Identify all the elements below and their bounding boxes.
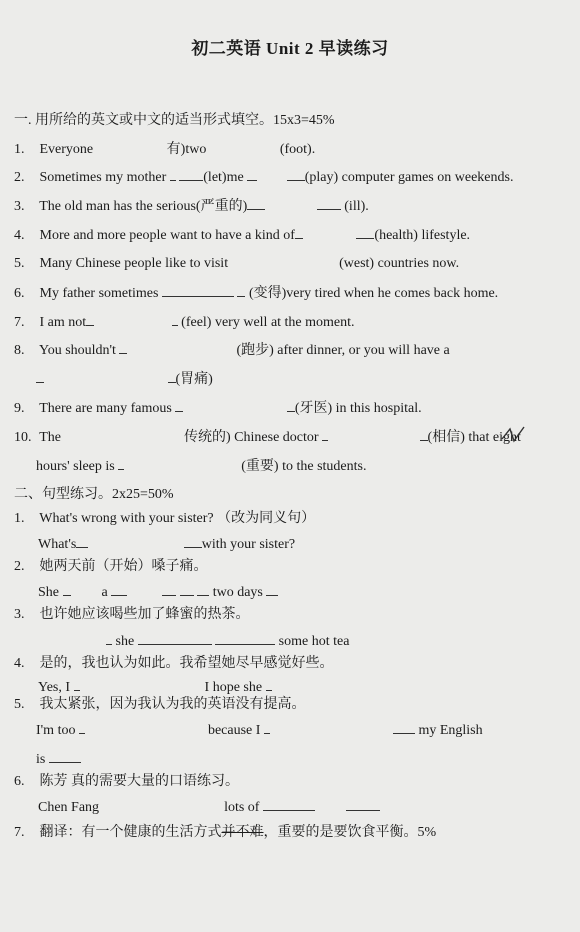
answer-blank[interactable] — [119, 340, 127, 354]
page-title: 初二英语 Unit 2 早读练习 — [191, 39, 389, 58]
s2-item-1 — [14, 510, 315, 528]
answer-text: lots of — [224, 800, 260, 815]
item-text: You shouldn't — [38, 343, 116, 358]
item-number: 3. — [14, 199, 25, 214]
answer-blank[interactable] — [86, 312, 94, 326]
s2-item-2-answer — [38, 582, 278, 602]
s1-item-10-cont — [36, 456, 366, 476]
answer-blank[interactable] — [49, 749, 81, 763]
answer-text: I'm too — [36, 723, 76, 738]
answer-blank[interactable] — [172, 312, 178, 326]
item-text: Many Chinese people like to visit — [39, 256, 229, 271]
answer-blank[interactable] — [287, 167, 305, 181]
answer-blank[interactable] — [215, 631, 275, 645]
s1-item-8-cont — [36, 369, 213, 389]
answer-blank[interactable] — [266, 582, 278, 596]
answer-blank[interactable] — [103, 797, 221, 811]
item-number: 5. — [14, 697, 25, 712]
question-text: 也许她应该喝些加了蜂蜜的热茶。 — [39, 607, 250, 622]
s2-item-2 — [14, 558, 208, 576]
answer-blank[interactable] — [295, 225, 303, 239]
item-number: 2. — [14, 170, 25, 185]
s2-item-3 — [14, 606, 250, 624]
answer-blank[interactable] — [170, 167, 176, 181]
answer-blank[interactable] — [210, 139, 280, 153]
item-text: More and more people want to have a kind of — [39, 228, 295, 243]
s2-item-5-answer — [36, 720, 483, 740]
s2-item-7 — [14, 824, 436, 842]
answer-blank[interactable] — [287, 398, 295, 412]
item-number: 2. — [14, 559, 25, 574]
s1-item-5 — [14, 253, 459, 273]
item-text: The old man has the serious(严重的) — [39, 199, 248, 214]
answer-blank[interactable] — [232, 253, 336, 267]
answer-text: two days — [212, 585, 263, 600]
answer-blank[interactable] — [420, 427, 428, 441]
answer-blank[interactable] — [393, 720, 415, 734]
item-text: There are many famous — [39, 401, 172, 416]
answer-blank[interactable] — [317, 196, 341, 210]
answer-blank[interactable] — [106, 631, 112, 645]
answer-text: she — [115, 634, 135, 649]
s2-item-6-answer — [38, 797, 380, 817]
section1-heading: 一. 用所给的英文或中文的适当形式填空。15x3=45% — [14, 113, 335, 128]
item-text: (ill). — [344, 199, 369, 214]
answer-blank[interactable] — [263, 797, 315, 811]
s1-item-4 — [14, 225, 470, 245]
answer-blank[interactable] — [79, 720, 85, 734]
s2-item-6 — [14, 773, 239, 791]
answer-blank[interactable] — [184, 534, 202, 548]
answer-blank[interactable] — [322, 427, 328, 441]
answer-blank[interactable] — [63, 582, 71, 596]
answer-text: my English — [418, 723, 483, 738]
item-text: (变得)very tired when he comes back home. — [248, 286, 499, 301]
answer-blank[interactable] — [65, 427, 181, 441]
s2-item-5-cont — [36, 749, 81, 769]
question-text: 我太紧张，因为我认为我的英语没有提高。 — [39, 697, 306, 712]
answer-text: I hope she — [204, 680, 263, 695]
answer-blank[interactable] — [197, 582, 209, 596]
s1-item-1 — [14, 139, 315, 159]
question-text: 陈芳 真的需要大量的口语练习。 — [39, 774, 239, 789]
item-number: 4. — [14, 228, 25, 243]
s1-item-8 — [14, 340, 450, 360]
answer-blank[interactable] — [264, 720, 270, 734]
answer-blank[interactable] — [36, 369, 44, 383]
answer-text: Chen Fang — [38, 800, 100, 815]
item-number: 3. — [14, 607, 25, 622]
s2-item-4 — [14, 655, 334, 673]
answer-blank[interactable] — [266, 677, 272, 691]
item-text: 有)two — [166, 142, 207, 157]
item-number: 6. — [14, 286, 25, 301]
item-number: 8. — [14, 343, 25, 358]
answer-text: is — [36, 752, 46, 767]
s1-item-7 — [14, 312, 355, 332]
item-text: 传统的) Chinese doctor — [184, 430, 319, 445]
s2-item-4-answer — [38, 677, 272, 697]
answer-blank[interactable] — [76, 534, 88, 548]
question-text: What's wrong with your sister? （改为同义句） — [39, 511, 316, 526]
item-text: (foot). — [279, 142, 316, 157]
item-text: (重要) to the students. — [241, 459, 367, 474]
answer-text: because I — [207, 723, 261, 738]
s1-item-6 — [14, 283, 498, 303]
answer-blank[interactable] — [162, 582, 176, 596]
item-text: (west) countries now. — [339, 256, 460, 271]
s1-item-3 — [14, 196, 369, 216]
answer-text: Yes, I — [38, 680, 71, 695]
answer-blank[interactable] — [118, 456, 124, 470]
item-text: (胃痛) — [175, 372, 213, 387]
answer-blank[interactable] — [237, 283, 245, 297]
answer-text: some hot tea — [278, 634, 350, 649]
item-text: Everyone — [39, 142, 94, 157]
s2-item-1-answer — [38, 534, 295, 554]
question-text: ，重要的是要饮食平衡。5% — [263, 825, 437, 840]
item-text: (跑步) after dinner, or you will have a — [236, 343, 450, 358]
s2-item-3-answer — [106, 631, 349, 651]
s2-item-5 — [14, 696, 306, 714]
item-text: (feel) very well at the moment. — [181, 315, 355, 330]
answer-blank[interactable] — [168, 369, 176, 383]
item-text: Sometimes my mother — [39, 170, 167, 185]
item-text: The — [39, 430, 62, 445]
answer-blank[interactable] — [138, 631, 212, 645]
item-text: (牙医) in this hospital. — [294, 401, 422, 416]
answer-text: with your sister? — [201, 537, 296, 552]
s1-item-10 — [14, 427, 521, 447]
item-text: (health) lifestyle. — [374, 228, 471, 243]
item-number: 5. — [14, 256, 25, 271]
answer-blank[interactable] — [175, 398, 183, 412]
item-number: 6. — [14, 774, 25, 789]
item-number: 9. — [14, 401, 25, 416]
item-number: 10. — [14, 430, 32, 445]
answer-blank[interactable] — [180, 582, 194, 596]
answer-blank[interactable] — [97, 139, 167, 153]
item-text: hours' sleep is — [36, 459, 115, 474]
answer-blank[interactable] — [247, 167, 257, 181]
item-number: 7. — [14, 315, 25, 330]
item-number: 1. — [14, 511, 25, 526]
answer-text: What's — [38, 537, 77, 552]
answer-text: She — [38, 585, 59, 600]
item-text: I am not — [39, 315, 87, 330]
section2-heading: 二、句型练习。2x25=50% — [14, 487, 174, 502]
answer-blank[interactable] — [74, 677, 80, 691]
answer-blank[interactable] — [179, 167, 203, 181]
s1-item-2 — [14, 167, 513, 187]
item-number: 7. — [14, 825, 25, 840]
item-number: 1. — [14, 142, 25, 157]
question-text: 翻译：有一个健康的生活方式 — [39, 825, 222, 840]
question-text: 她两天前（开始）嗓子痛。 — [39, 559, 208, 574]
item-number: 4. — [14, 656, 25, 671]
item-text: My father sometimes — [39, 286, 159, 301]
item-text: (play) computer games on weekends. — [304, 170, 514, 185]
pen-mark-icon — [500, 425, 544, 445]
question-text: 是的，我也认为如此。我希望她尽早感觉好些。 — [39, 656, 334, 671]
answer-blank[interactable] — [346, 797, 380, 811]
answer-blank[interactable] — [247, 196, 265, 210]
s1-item-9 — [14, 398, 422, 418]
item-text: (相信) that eight — [427, 430, 521, 445]
struck-text: 并不难 — [221, 825, 264, 840]
answer-text: a — [101, 585, 108, 600]
answer-blank[interactable] — [162, 283, 234, 297]
item-text: (let)me — [203, 170, 244, 185]
answer-blank[interactable] — [111, 582, 127, 596]
answer-blank[interactable] — [356, 225, 374, 239]
